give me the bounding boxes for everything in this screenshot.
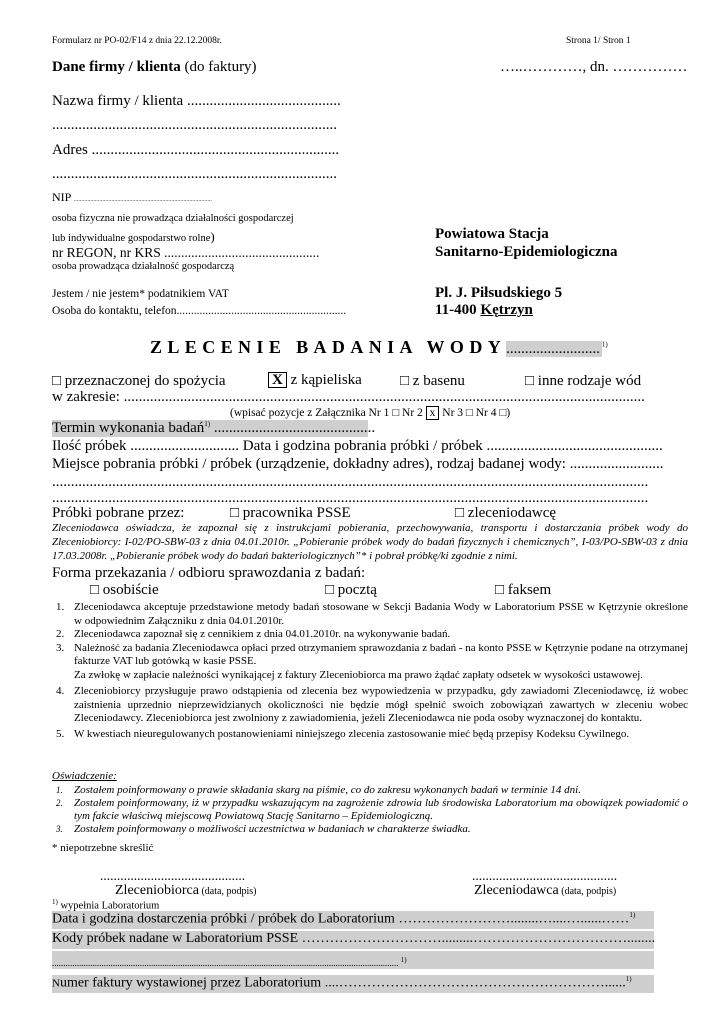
recipient-street: Pl. J. Piłsudskiego 5: [435, 285, 563, 301]
recipient-city-name: Kętrzyn: [480, 302, 533, 318]
company-name-field[interactable]: Nazwa firmy / klienta .........................................: [52, 93, 341, 109]
order-title-text: ZLECENIE BADANIA WODY: [150, 337, 507, 357]
statement-item: [52, 797, 688, 823]
statement-item: [52, 823, 688, 836]
term-text: Należność za badania Zleceniodawca opłaci przed otrzymaniem sprawozdania z badań - na konto PSSE w Kętrzynie podane na otrzymanej fakturze VAT lub gotówką w kasie PSSE. Za zwłokę w zapłacie należności wynikającej z faktury Zleceniobiorca ma prawo żądać zapłaty odsetek w wysokości ustawowej.: [74, 641, 688, 681]
scope-hint: [230, 406, 510, 420]
term-number: 2.: [56, 628, 65, 640]
checkbox-taken-by-client[interactable]: □ zleceniodawcę: [455, 505, 557, 521]
samples-count-field[interactable]: Ilość próbek ............................. Data i godzina pobrania próbki / próbek ...............................................: [52, 438, 663, 454]
report-form-label: Forma przekazania / odbioru sprawozdania z badań:: [52, 565, 366, 581]
checkbox-bathing-water[interactable]: [268, 372, 362, 389]
signature-line-client[interactable]: ...........................................: [472, 868, 618, 883]
client-heading: [52, 59, 257, 76]
taken-by-label: Próbki pobrane przez:: [52, 505, 185, 521]
sampling-place-field[interactable]: Miejsce pobrania próbki / próbek (urządzenie, dokładny adres), rodzaj badanej wody: .........................: [52, 456, 664, 472]
delivery-label: Data i godzina dostarczenia próbki / próbek do Laboratorium ……………………........…....…......……: [52, 911, 630, 927]
deadline-dots: ...........................................: [210, 420, 376, 436]
bathing-label: z kąpieliska: [286, 372, 362, 388]
sampling-place-line-3[interactable]: ...............................................................................................................................................................: [52, 490, 649, 506]
bathing-checkbox-mark[interactable]: X: [268, 372, 287, 388]
recipient-line-2: Sanitarno-Epidemiologiczna: [435, 244, 618, 260]
lab-blank-field[interactable]: [52, 951, 654, 969]
contractor-label: Zleceniobiorca: [115, 883, 199, 898]
statement-number: 3.: [56, 824, 63, 834]
nip-field[interactable]: [52, 190, 212, 205]
term-item: [52, 642, 688, 683]
checkbox-report-in-person[interactable]: □ osobiście: [90, 582, 159, 598]
client-heading-rest: (do faktury): [180, 59, 257, 75]
term-number: 5.: [56, 727, 65, 740]
term-number: 1.: [56, 601, 65, 613]
term-item: [52, 601, 688, 628]
checkbox-report-by-post[interactable]: □ pocztą: [325, 582, 377, 598]
invoice-label: umer faktury wystawionej przez Laboratorium ....…………………………………………………......: [59, 975, 626, 991]
annex-2-checkbox[interactable]: x: [426, 406, 440, 420]
statements-list: [52, 784, 688, 836]
checkbox-report-by-fax[interactable]: □ faksem: [495, 582, 552, 598]
vat-status: Jestem / nie jestem* podatnikiem VAT: [52, 288, 229, 300]
lab-blank-footnote: 1): [400, 956, 407, 964]
individual-note-2: [52, 229, 215, 245]
lab-note: [52, 898, 159, 912]
contact-field[interactable]: Osoba do kontaktu, telefon...........................................................: [52, 305, 347, 317]
contractor-hint: (data, podpis): [198, 886, 257, 897]
invoice-first-letter: N: [52, 977, 60, 990]
order-title: [150, 337, 608, 358]
strike-note: * niepotrzebne skreślić: [52, 842, 154, 854]
statement-heading: Oświadczenie:: [52, 770, 117, 782]
order-title-dots[interactable]: .........................: [506, 341, 600, 357]
invoice-footnote: 1): [625, 975, 632, 983]
statement-number: 2.: [56, 798, 63, 808]
term-item: [52, 685, 688, 726]
statement-item: [52, 784, 688, 797]
term-text: Zleceniobiorcy przysługuje prawo odstąpienia od zlecenia bez wypowiedzenia w przypadku, gdy zawiadomi Zleceniodawcę, iż wobec zaistnienia uprzednio nieprzewidzianych okoliczności nie będzie mógł spełnić swoich zobowiązań zawartych w zleceniu wobec Zleceniodawcy. Zleceniobiorca jest zwolniony z zawiadomienia, jeżeli Zleceniodawca nie poda osoby wyznaczonej do kontaktu.: [74, 685, 688, 724]
individual-note-paren: ): [210, 229, 215, 244]
term-text: Zleceniodawca akceptuje przedstawione metody badań stosowane w Sekcji Badania Wody w Laboratorium PSSE w Kętrzynie określone w odpowiednim Załączniku z dnia 04.01.2010r.: [74, 601, 688, 627]
lab-blank-dots: ..........................................................................................................................................................: [52, 958, 399, 968]
client-heading-bold: Dane firmy / klienta: [52, 59, 181, 75]
recipient-postcode: 11-400: [435, 302, 481, 318]
checkbox-other-water[interactable]: □ inne rodzaje wód: [525, 373, 642, 389]
client-declaration: Zleceniodawca oświadcza, że zapoznał się z instrukcjami pobierania, przechowywania, transportu i dostarczania próbek wody do Zleceniobiorcy: I-02/PO-SBW-03 z dnia 04.01.2010r. „Pobieranie próbek wody do badań fizycznych i chemicznych”, I-03/PO-SBW-03 z dnia 17.03.2008r. „Pobieranie próbek wody do badań bakteriologicznych”* i pobrał próbkę/ki zgodnie z nimi.: [52, 522, 688, 562]
term-text: W kwestiach nieuregulowanych postanowieniami niniejszego zlecenia zastosowanie mieć będą przepisy Kodeksu Cywilnego.: [74, 727, 630, 740]
signature-label-contractor: [115, 883, 256, 899]
address-field[interactable]: Adres ..................................................................: [52, 142, 340, 158]
deadline-label: Termin wykonania badań: [52, 420, 205, 436]
nip-dots: ............................................................................................: [73, 197, 212, 203]
scope-field[interactable]: w zakresie: ...........................................................................................................................................: [52, 389, 645, 405]
checkbox-drinking-water[interactable]: □ przeznaczonej do spożycia: [52, 373, 226, 389]
signature-label-client: [474, 883, 616, 899]
sample-codes-field[interactable]: Kody próbek nadane w Laboratorium PSSE ………………………….........……………………………........: [52, 931, 654, 949]
page-number: Strona 1/ Stron 1: [566, 36, 631, 46]
individual-note-2-text: lub indywidualne gospodarstwo rolne: [52, 233, 211, 244]
term-item: [52, 628, 688, 642]
company-name-line-2[interactable]: ............................................................................: [52, 117, 337, 133]
individual-note-1: osoba fizyczna nie prowadząca działalności gospodarczej: [52, 213, 294, 224]
business-note: osoba prowadząca działalność gospodarczą: [52, 261, 235, 272]
deadline-field[interactable]: [52, 420, 376, 437]
invoice-number-field[interactable]: [52, 975, 654, 993]
delivery-datetime-field[interactable]: [52, 911, 654, 929]
statement-text: Zostałem poinformowany o możliwości uczestnictwa w badaniach w charakterze świadka.: [74, 823, 471, 835]
form-number: Formularz nr PO-02/F14 z dnia 22.12.2008r.: [52, 36, 222, 46]
client-hint: (data, podpis): [558, 886, 617, 897]
statement-text: Zostałem poinformowany, iż w przypadku wskazującym na zagrożenie zdrowia lub środowiska Laboratorium ma obowiązek powiadomić o tym fakcie właściwą miejscową Powiatową Stację Sanitarno – Epidemiologiczną.: [74, 797, 688, 822]
regon-krs-field[interactable]: nr REGON, nr KRS ..............................................: [52, 245, 320, 260]
signature-line-contractor[interactable]: ...........................................: [100, 868, 246, 883]
terms-list: [52, 601, 688, 741]
delivery-footnote: 1): [629, 911, 636, 919]
scope-hint-pre: (wpisać pozycje z Załącznika Nr 1 □ Nr 2: [230, 407, 426, 419]
term-item: [52, 728, 688, 742]
address-line-2[interactable]: ............................................................................: [52, 166, 337, 182]
date-field[interactable]: …..…………, dn. ……………: [500, 59, 688, 75]
sampling-place-line-2[interactable]: ...............................................................................................................................................................: [52, 474, 649, 490]
term-number: 3.: [56, 641, 65, 654]
lab-note-footnote: 1): [52, 898, 58, 906]
statement-number: 1.: [56, 785, 63, 795]
term-number: 4.: [56, 685, 65, 697]
order-title-footnote: 1): [601, 340, 608, 349]
term-text: Zleceniodawca zapoznał się z cennikiem z dnia 04.01.2010r. na wykonywanie badań.: [74, 628, 451, 640]
client-label: Zleceniodawca: [474, 883, 559, 898]
checkbox-pool-water[interactable]: □ z basenu: [400, 373, 465, 389]
nip-label: NIP: [52, 190, 71, 204]
statement-text: Zostałem poinformowany o prawie składania skarg na piśmie, co do zakresu wykonanych badań w terminie 14 dni.: [74, 784, 581, 796]
checkbox-taken-by-psse[interactable]: □ pracownika PSSE: [230, 505, 351, 521]
scope-hint-post: Nr 3 □ Nr 4 □): [439, 407, 511, 419]
deadline-footnote: 1): [204, 420, 211, 428]
recipient-city: [435, 302, 533, 319]
lab-note-text: wypełnia Laboratorium: [57, 900, 160, 912]
recipient-line-1: Powiatowa Stacja: [435, 226, 549, 242]
